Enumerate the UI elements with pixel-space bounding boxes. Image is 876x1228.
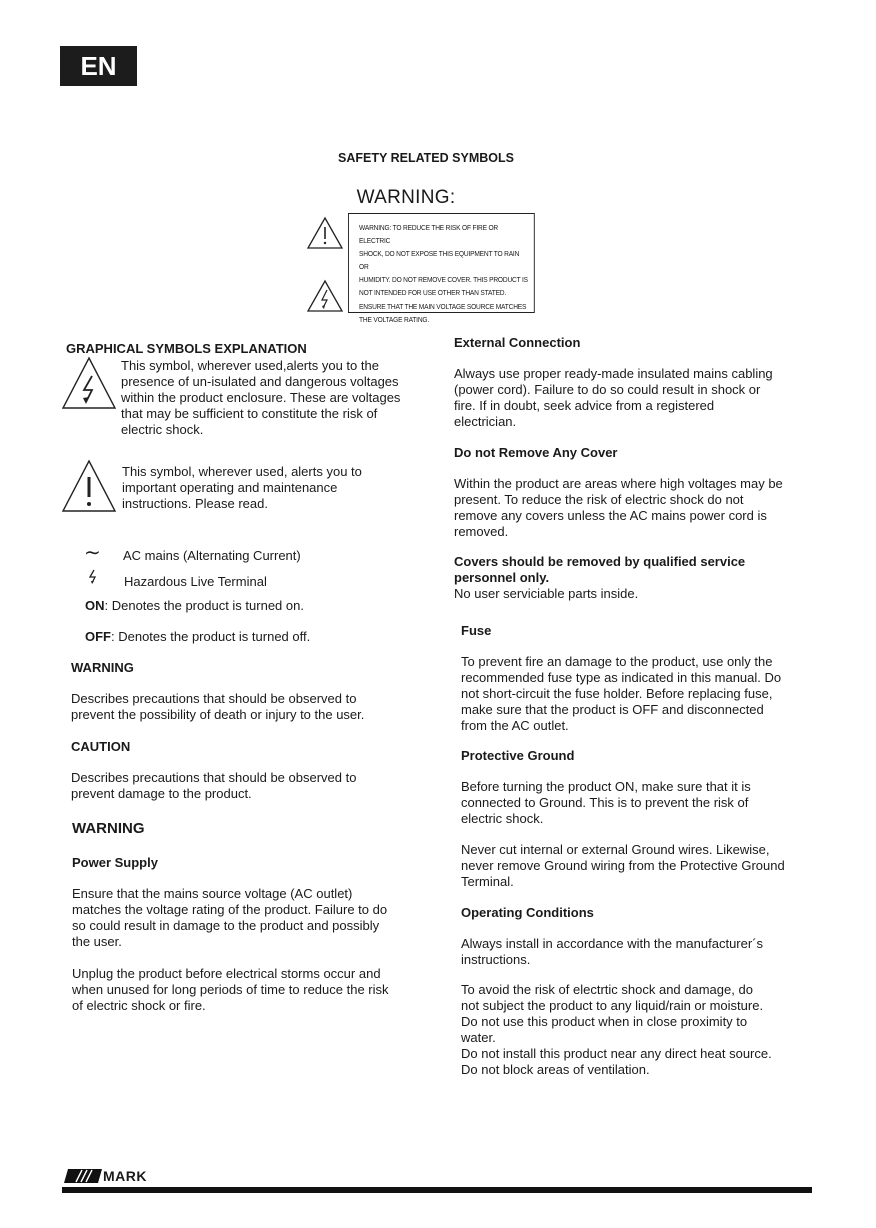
exclamation-symbol-description: This symbol, wherever used, alerts you to important operating and maintenance instructions. Please read. [122,464,362,511]
operating-line: not subject the product to any liquid/rain or moisture. [461,998,764,1013]
on-label: ON [85,598,105,613]
caution-description: Describes precautions that should be observed to prevent damage to the product. [71,770,357,801]
warning-box-line: WARNING: TO REDUCE THE RISK OF FIRE OR ELECTRIC [359,223,499,246]
off-definition [85,629,310,645]
warning-heading: WARNING: [356,187,456,208]
external-connection-text: Always use proper ready-made insulated mains cabling (power cord). Failure to do so could result in shock or fire. If in doubt, seek advice from a registered electrician. [454,366,773,429]
operating-conditions-text-2 [461,982,806,1078]
on-definition [85,598,304,614]
off-label: OFF [85,629,111,644]
lightning-small-icon [88,569,98,585]
qualified-personnel-text: No user serviciable parts inside. [454,586,639,601]
qualified-personnel-heading: Covers should be removed by qualified service personnel only. [454,554,746,585]
warning-box-line: ENSURE THAT THE MAIN VOLTAGE SOURCE MATCHES [359,301,527,311]
ac-mains-label: AC mains (Alternating Current) [123,548,301,563]
warning-box [348,213,535,324]
operating-line: Do not use this product when in close proximity to [461,1014,748,1029]
warning-section-heading: WARNING [72,820,145,837]
protective-ground-heading: Protective Ground [461,748,575,763]
power-supply-text-2: Unplug the product before electrical storms occur and when unused for long periods of time to reduce the risk of electric shock or fire. [72,966,389,1013]
on-text: : Denotes the product is turned on. [104,598,304,613]
power-supply-heading: Power Supply [72,855,158,870]
exclamation-warning-icon [61,459,117,513]
ac-tilde-icon: ∼ [84,542,101,564]
brand-logo [64,1168,147,1184]
operating-line: Do not install this product near any direct heat source. [461,1046,772,1061]
remove-cover-heading: Do not Remove Any Cover [454,445,618,460]
warning-description: Describes precautions that should be observed to prevent the possibility of death or injury to the user. [71,691,365,722]
operating-line: Do not block areas of ventilation. [461,1062,650,1077]
external-connection-heading: External Connection [454,335,581,350]
lightning-symbol-description: This symbol, wherever used,alerts you to the presence of un-isulated and dangerous voltages within the product enclosure. These are voltages that may be sufficient to constitute the risk of electric shock. [121,358,401,437]
operating-line: To avoid the risk of electrtic shock and damage, do [461,982,753,997]
page-title: SAFETY RELATED SYMBOLS [338,151,514,165]
warning-box-line: HUMIDITY. DO NOT REMOVE COVER. THIS PRODUCT IS [359,275,528,285]
fuse-heading: Fuse [461,623,492,638]
caution-heading: CAUTION [71,739,131,754]
footer-bar [62,1187,812,1193]
off-text: : Denotes the product is turned off. [111,629,311,644]
operating-conditions-heading: Operating Conditions [461,905,594,920]
warning-heading-left: WARNING [71,660,134,675]
protective-ground-text-2: Never cut internal or external Ground wires. Likewise, never remove Ground wiring from the Protective Ground Terminal. [461,842,785,889]
remove-cover-text: Within the product are areas where high voltages may be present. To reduce the risk of electric shock do not remove any covers unless the AC mains power cord is removed. [454,476,783,539]
warning-box-line: THE VOLTAGE RATING. [359,314,430,324]
mark-logo-icon [64,1169,102,1183]
warning-box-line: NOT INTENDED FOR USE OTHER THAN STATED. [359,288,507,298]
power-supply-text: Ensure that the mains source voltage (AC outlet) matches the voltage rating of the product. Failure to do so could result in damage to the product and possibly the user. [72,886,388,949]
warning-box-line: SHOCK, DO NOT EXPOSE THIS EQUIPMENT TO RAIN OR [359,249,520,272]
lightning-warning-icon [61,356,117,410]
lightning-warning-icon [306,279,344,313]
language-badge: EN [60,46,137,86]
graphical-symbols-heading: GRAPHICAL SYMBOLS EXPLANATION [66,341,307,356]
protective-ground-text: Before turning the product ON, make sure that it is connected to Ground. This is to prevent the risk of electric shock. [461,779,751,826]
exclamation-warning-icon [306,216,344,250]
operating-conditions-text: Always install in accordance with the manufacturer´s instructions. [461,936,764,967]
hazardous-terminal-label: Hazardous Live Terminal [124,574,267,589]
operating-line: water. [461,1030,496,1045]
fuse-text: To prevent fire an damage to the product, use only the recommended fuse type as indicated in this manual. Do not short-circuit the fuse holder. Before replacing fuse, make sure that the product is OFF and disconnected from the AC outlet. [461,654,782,733]
logo-text: MARK [103,1168,147,1184]
